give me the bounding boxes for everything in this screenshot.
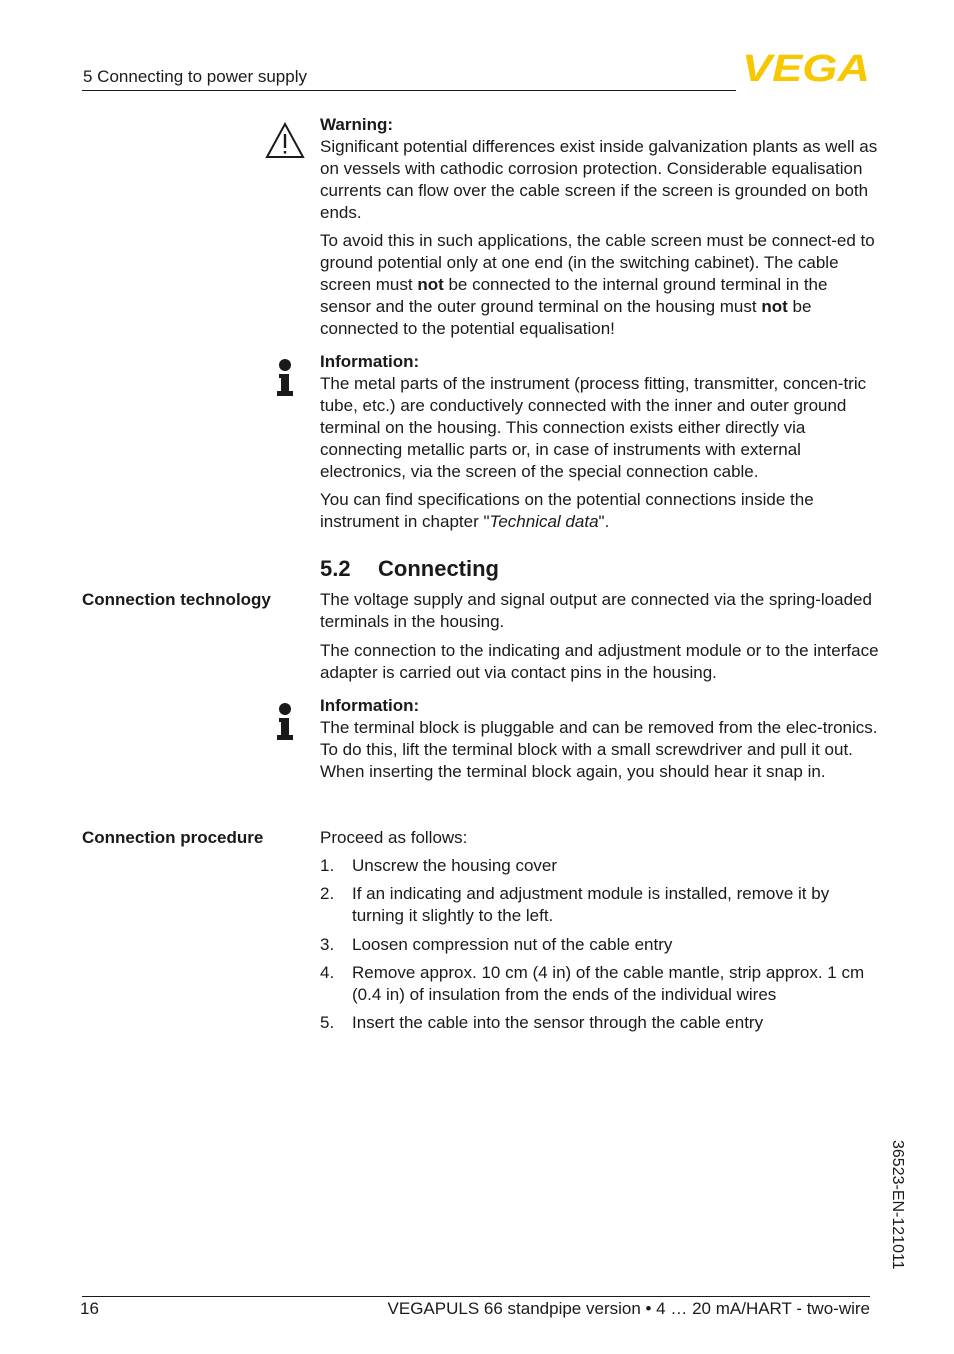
list-item: 1. Unscrew the housing cover [320, 856, 558, 875]
warning-block [320, 114, 880, 340]
section-title: Connecting [378, 556, 499, 581]
information-block-2 [320, 695, 880, 783]
page-number: 16 [80, 1299, 99, 1318]
connection-procedure-label: Connection procedure [82, 828, 264, 847]
warning-paragraph-2: To avoid this in such applications, the cable screen must be connect-ed to ground potential only at one end (in the switching cabinet). The cable screen must not be connected to the internal ground terminal in the sensor and the outer ground terminal on the housing must not be connected to the potential equalisation! [320, 231, 875, 338]
vega-logo [742, 50, 872, 84]
connection-technology-paragraph-1: The voltage supply and signal output are connected via the spring-loaded terminals in the housing. [320, 590, 872, 631]
footer-rule [82, 1296, 870, 1297]
info2-title: Information: [320, 696, 420, 715]
procedure-intro: Proceed as follows: [320, 828, 468, 847]
section-number: 5.2 [320, 556, 351, 581]
info1-paragraph-2: You can find specifications on the potential connections inside the instrument in chapter "Technical data". [320, 490, 814, 531]
connection-technology-label: Connection technology [82, 590, 271, 609]
warning-triangle-icon [265, 122, 305, 160]
section-heading [320, 556, 499, 582]
connection-technology-block [320, 589, 880, 684]
info1-paragraph-1: The metal parts of the instrument (process fitting, transmitter, concen-tric tube, etc.) are conductively connected with the inner and outer ground terminal on the housing. This connection exists either directly via connecting metallic parts or, in case of instruments with external electronics, via the screen of the special connection cable. [320, 374, 867, 481]
footer-document-title: VEGAPULS 66 standpipe version • 4 … 20 mA/HART - two-wire [387, 1299, 870, 1318]
header-rule [82, 90, 736, 91]
list-item: 4. Remove approx. 10 cm (4 in) of the cable mantle, strip approx. 1 cm (0.4 in) of insulation from the ends of the individual wires [320, 963, 865, 1004]
document-code: 36523-EN-121011 [889, 1140, 906, 1270]
procedure-steps [320, 855, 880, 1034]
information-block-1 [320, 351, 880, 533]
list-item: 5. Insert the cable into the sensor through the cable entry [320, 1013, 764, 1032]
list-item: 2. If an indicating and adjustment module is installed, remove it by turning it slightly to the left. [320, 884, 830, 925]
warning-title: Warning: [320, 115, 394, 134]
svg-text:VEGA: VEGA [742, 50, 870, 84]
list-item: 3. Loosen compression nut of the cable entry [320, 935, 673, 954]
info-icon [275, 358, 295, 398]
warning-paragraph-1: Significant potential differences exist inside galvanization plants as well as on vessels with cathodic corrosion protection. Considerable equalisation currents can flow over the cable screen if the screen is grounded on both ends. [320, 137, 878, 222]
connection-technology-paragraph-2: The connection to the indicating and adjustment module or to the interface adapter is carried out via contact pins in the housing. [320, 641, 879, 682]
info2-paragraph-1: The terminal block is pluggable and can be removed from the elec-tronics. To do this, lift the terminal block with a small screwdriver and pull it out. When inserting the terminal block again, you should hear it snap in. [320, 718, 878, 781]
connection-procedure-block [320, 827, 880, 1034]
info1-title: Information: [320, 352, 420, 371]
info-icon [275, 702, 295, 742]
running-header: 5 Connecting to power supply [83, 67, 307, 86]
